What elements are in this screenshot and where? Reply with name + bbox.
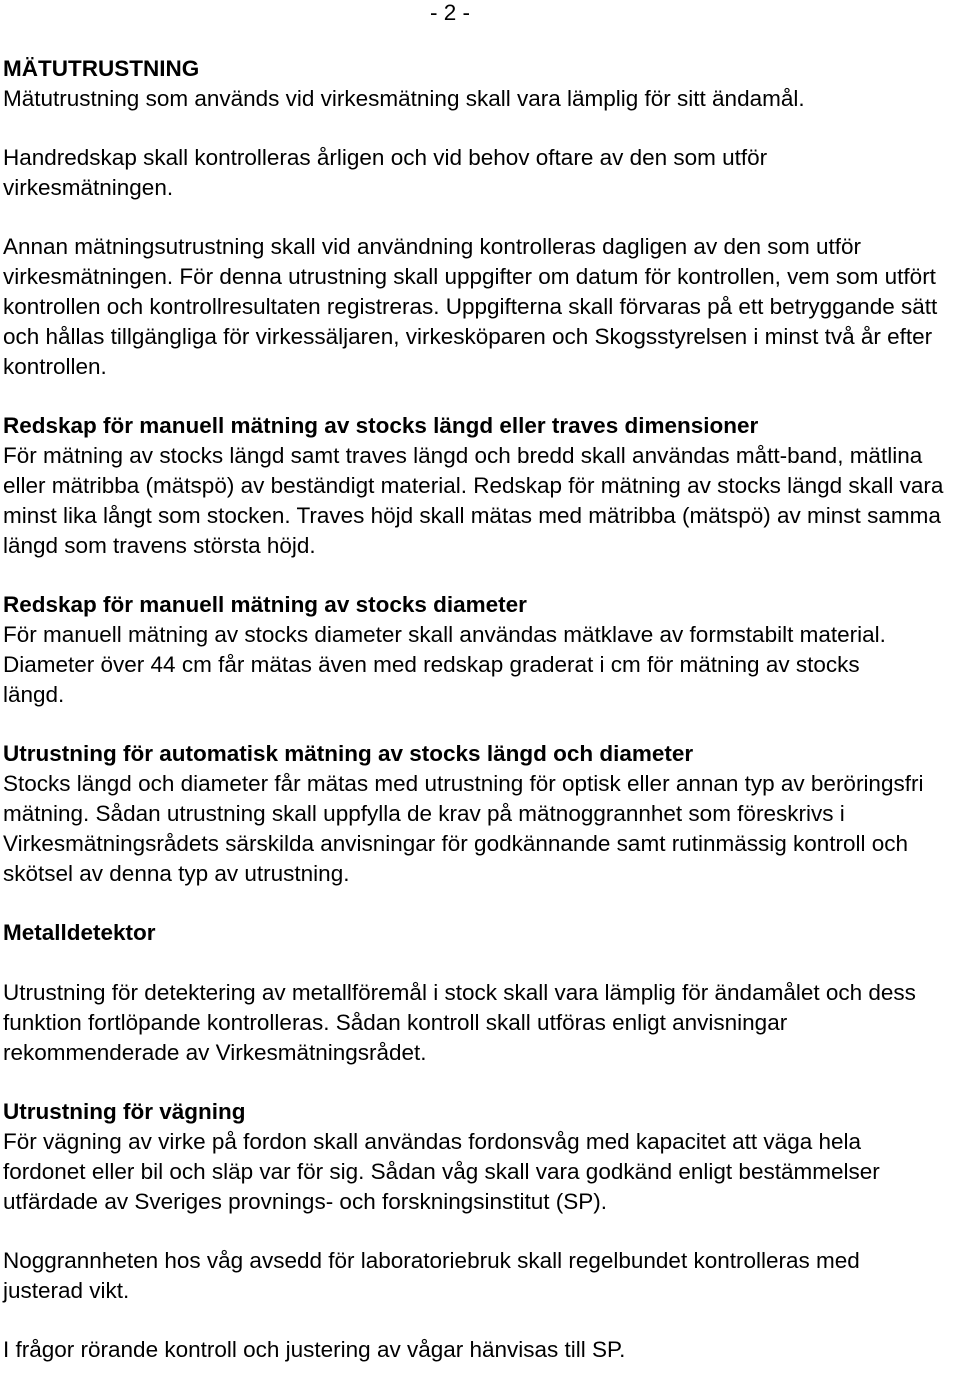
paragraph: Handredskap skall kontrolleras årligen och vid behov oftare av den som utför virkesmätningen. (3, 145, 768, 200)
paragraph: För manuell mätning av stocks diameter skall användas mätklave av formstabilt material. Diameter över 44 cm får mätas även med redskap graderat i cm för mätning av stocks längd. (3, 622, 886, 707)
section-fragor (3, 1335, 943, 1365)
paragraph: Stocks längd och diameter får mätas med utrustning för optisk eller annan typ av beröringsfri mätning. Sådan utrustning skall uppfylla de krav på mätnoggrannhet som föreskrivs i Virkesmätningsrådets särskilda anvisningar för godkännande samt rutinmässig kontroll och skötsel av denna typ av utrustning. (3, 771, 924, 886)
section-vagning (3, 1097, 943, 1217)
section-handredskap (3, 143, 903, 203)
document-body (3, 54, 953, 1394)
section-noggrannhet (3, 1246, 943, 1306)
section-heading: Redskap för manuell mätning av stocks diameter (3, 592, 527, 617)
section-heading: MÄTUTRUSTNING (3, 56, 200, 81)
paragraph: Mätutrustning som används vid virkesmätning skall vara lämplig för sitt ändamål. (3, 86, 805, 111)
section-heading: Redskap för manuell mätning av stocks längd eller traves dimensioner (3, 413, 759, 438)
section-matutrustning (3, 54, 953, 114)
page-number: - 2 - (429, 0, 470, 25)
paragraph: För vägning av virke på fordon skall användas fordonsvåg med kapacitet att väga hela fordonet eller bil och släp var för sig. Sådan våg skall vara godkänd enligt bestämmelser utfärdade av Sveriges provnings- och forskningsinstitut (SP). (3, 1129, 880, 1214)
paragraph: Utrustning för detektering av metallföremål i stock skall vara lämplig för ändamålet och dess funktion fortlöpande kontrolleras. Sådan kontroll skall utföras enligt anvisningar rekommenderade av Virkesmätningsrådet. (3, 980, 916, 1065)
section-automatisk-matning (3, 739, 958, 889)
section-langd-dimensioner (3, 411, 951, 561)
paragraph: I frågor rörande kontroll och justering av vågar hänvisas till SP. (3, 1337, 626, 1362)
section-heading: Metalldetektor (3, 920, 156, 945)
section-heading: Utrustning för vägning (3, 1099, 246, 1124)
paragraph: För mätning av stocks längd samt traves längd och bredd skall användas mått-band, mätlina eller mätribba (mätspö) av beständigt material. Redskap för mätning av stocks längd skall vara minst lika långt som stocken. Traves höjd skall mätas med mätribba (mätspö) av minst samma längd som travens största höjd. (3, 443, 944, 558)
section-metalldetektor (3, 918, 951, 1068)
paragraph: Annan mätningsutrustning skall vid användning kontrolleras dagligen av den som utför virkesmätningen. För denna utrustning skall uppgifter om datum för kontrollen, vem som utfört kontrollen och kontrollresultaten registreras. Uppgifterna skall förvaras på ett betryggande sätt och hållas tillgängliga för virkessäljaren, virkesköparen och Skogsstyrelsen i minst två år efter kontrollen. (3, 234, 938, 379)
paragraph: Noggrannheten hos våg avsedd för laboratoriebruk skall regelbundet kontrolleras med justerad vikt. (3, 1248, 860, 1303)
section-annan-matningsutrustning (3, 232, 951, 382)
section-diameter (3, 590, 923, 710)
section-heading: Utrustning för automatisk mätning av stocks längd och diameter (3, 741, 694, 766)
